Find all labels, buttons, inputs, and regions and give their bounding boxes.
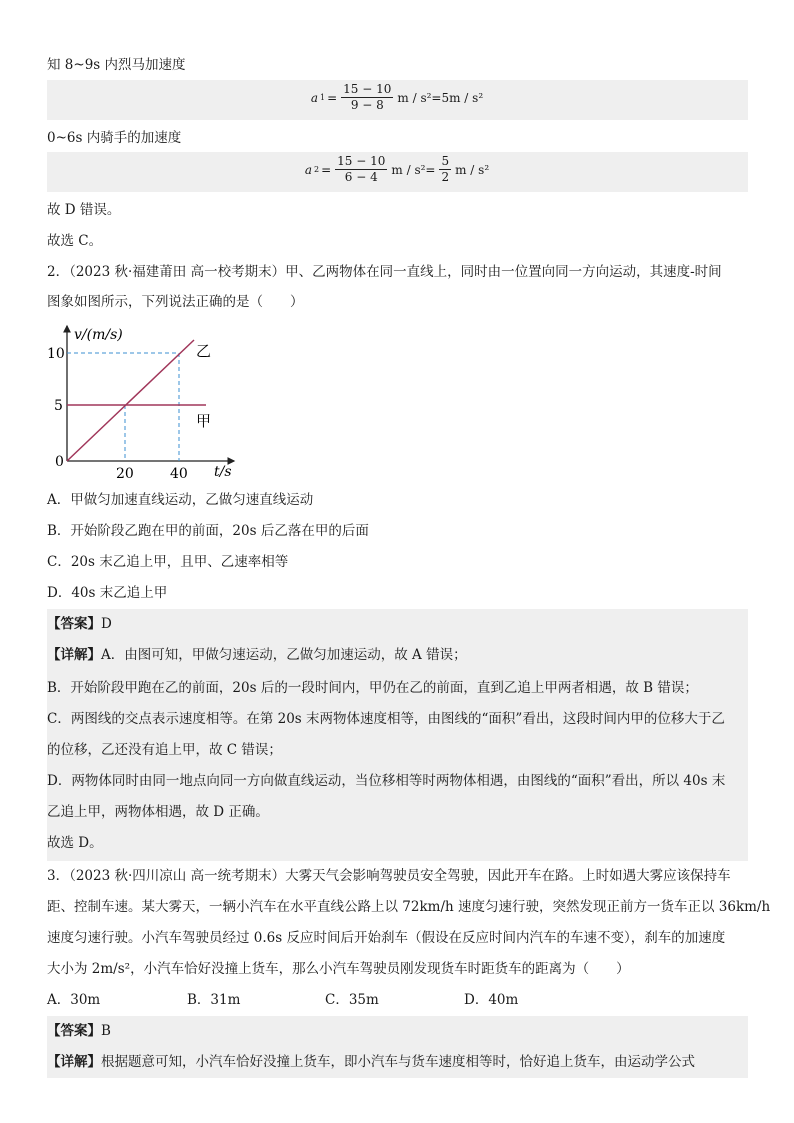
- formula-a2: [0, 154, 794, 185]
- q3-line2: 距、控制车速。某大雾天，一辆小汽车在水平直线公路上以 72km/h 速度匀速行驶，突然发现正前方一货车正以 36km/h: [47, 899, 771, 915]
- q3-detail-text: 根据题意可知，小汽车恰好没撞上货车，即小汽车与货车速度相等时，恰好追上货车，由运动学公式: [101, 1054, 695, 1070]
- q3-line1: 3．（2023 秋·四川凉山 高一统考期末）大雾天气会影响驾驶员安全驾驶，因此开车在路。上时如遇大雾应该保持车: [47, 868, 731, 884]
- formula-a2-lhs: a: [304, 162, 312, 177]
- q3-answer-value: B: [101, 1023, 111, 1039]
- q3-answer-label: 【答案】: [47, 1023, 101, 1039]
- formula-a1-num: 15 − 10: [343, 82, 392, 96]
- formula-a2-num2: 5: [441, 154, 450, 168]
- q3-option-a: A．30m: [47, 992, 101, 1008]
- q2-detail-line2: B．开始阶段甲跑在乙的前面，20s 后的一段时间内，甲仍在乙的前面，直到乙追上甲两者相遇，故 B 错误；: [47, 680, 698, 696]
- q2-option-a: A．甲做匀加速直线运动，乙做匀速直线运动: [47, 492, 314, 508]
- q3-option-c: C．35m: [325, 992, 379, 1008]
- line-yi: [67, 340, 194, 461]
- q2-detail-label: 【详解】: [47, 647, 101, 663]
- formula-a2-den2: 2: [441, 170, 450, 184]
- q2-detail-line1: [47, 645, 467, 665]
- formula-a2-sub: 2: [314, 165, 320, 174]
- q2-detail-text-0: A．由图可知，甲做匀速运动，乙做匀加速运动，故 A 错误；: [101, 647, 467, 663]
- formula-a2-eq: =: [321, 162, 332, 177]
- x-tick-40: 40: [170, 466, 188, 480]
- formula-a1-den: 9 − 8: [350, 98, 384, 112]
- label-jia: 甲: [196, 412, 212, 430]
- q2-answer-label: 【答案】: [47, 616, 101, 632]
- y-tick-0: 0: [55, 454, 64, 470]
- q3-option-b: B．31m: [187, 992, 241, 1008]
- y-tick-5: 5: [54, 398, 63, 414]
- q3-detail-label: 【详解】: [47, 1054, 101, 1070]
- q3-answer: [47, 1021, 111, 1041]
- q2-detail-line5: D．两物体同时由同一地点向同一方向做直线运动，当位移相等时两物体相遇，由图线的“面积”看出，所以 40s 末: [47, 773, 726, 789]
- q3-line4: 大小为 2m/s²，小汽车恰好没撞上货车，那么小汽车驾驶员刚发现货车时距货车的距离为（ ）: [47, 961, 630, 977]
- q2-answer: [47, 614, 112, 634]
- vt-graph: [44, 320, 244, 480]
- formula-a2-num: 15 − 10: [337, 154, 386, 168]
- x-axis-label: t/s: [214, 464, 232, 480]
- y-tick-10: 10: [47, 346, 65, 362]
- q2-detail-line4: 的位移，乙还没有追上甲，故 C 错误；: [47, 742, 282, 758]
- q3-detail: [47, 1052, 695, 1072]
- formula-a2-den: 6 − 4: [344, 170, 378, 184]
- q2-stem-line2: 图象如图所示，下列说法正确的是（ ）: [47, 294, 304, 310]
- formula-a1-lhs: a: [310, 90, 319, 105]
- formula-a2-rest: m / s²: [455, 162, 490, 177]
- q2-option-c: C．20s 末乙追上甲，且甲、乙速率相等: [47, 554, 289, 570]
- label-yi: 乙: [196, 342, 212, 360]
- q3-option-d: D．40m: [464, 992, 519, 1008]
- intro-a1: 知 8~9s 内烈马加速度: [47, 57, 186, 73]
- y-axis-label: v/(m/s): [74, 327, 123, 343]
- q2-stem-line1: 2．（2023 秋·福建莆田 高一校考期末）甲、乙两物体在同一直线上，同时由一位置向同一方向运动，其速度-时间: [47, 264, 722, 280]
- choice: 故选 C。: [47, 233, 103, 249]
- q3-line3: 速度匀速行驶。小汽车驾驶员经过 0.6s 反应时间后开始刹车（假设在反应时间内汽车的车速不变），刹车的加速度: [47, 930, 726, 946]
- q2-detail-line3: C．两图线的交点表示速度相等。在第 20s 末两物体速度相等，由图线的“面积”看出，这段时间内甲的位移大于乙: [47, 711, 725, 727]
- q2-option-d: D．40s 末乙追上甲: [47, 585, 168, 601]
- q2-option-b: B．开始阶段乙跑在甲的前面，20s 后乙落在甲的后面: [47, 523, 369, 539]
- formula-a1: [0, 82, 794, 113]
- formula-a1-eq: =: [327, 90, 338, 105]
- q2-detail-line7: 故选 D。: [47, 835, 103, 851]
- formula-a1-sub: 1: [320, 93, 326, 102]
- intro-a2: 0~6s 内骑手的加速度: [47, 130, 182, 146]
- q2-detail-line6: 乙追上甲，两物体相遇，故 D 正确。: [47, 804, 269, 820]
- x-tick-20: 20: [116, 466, 134, 480]
- conclusion: 故 D 错误。: [47, 202, 121, 218]
- q2-answer-value: D: [101, 616, 112, 632]
- formula-a2-mid: m / s²=: [391, 162, 436, 177]
- formula-a1-rest: m / s²=5m / s²: [397, 90, 484, 105]
